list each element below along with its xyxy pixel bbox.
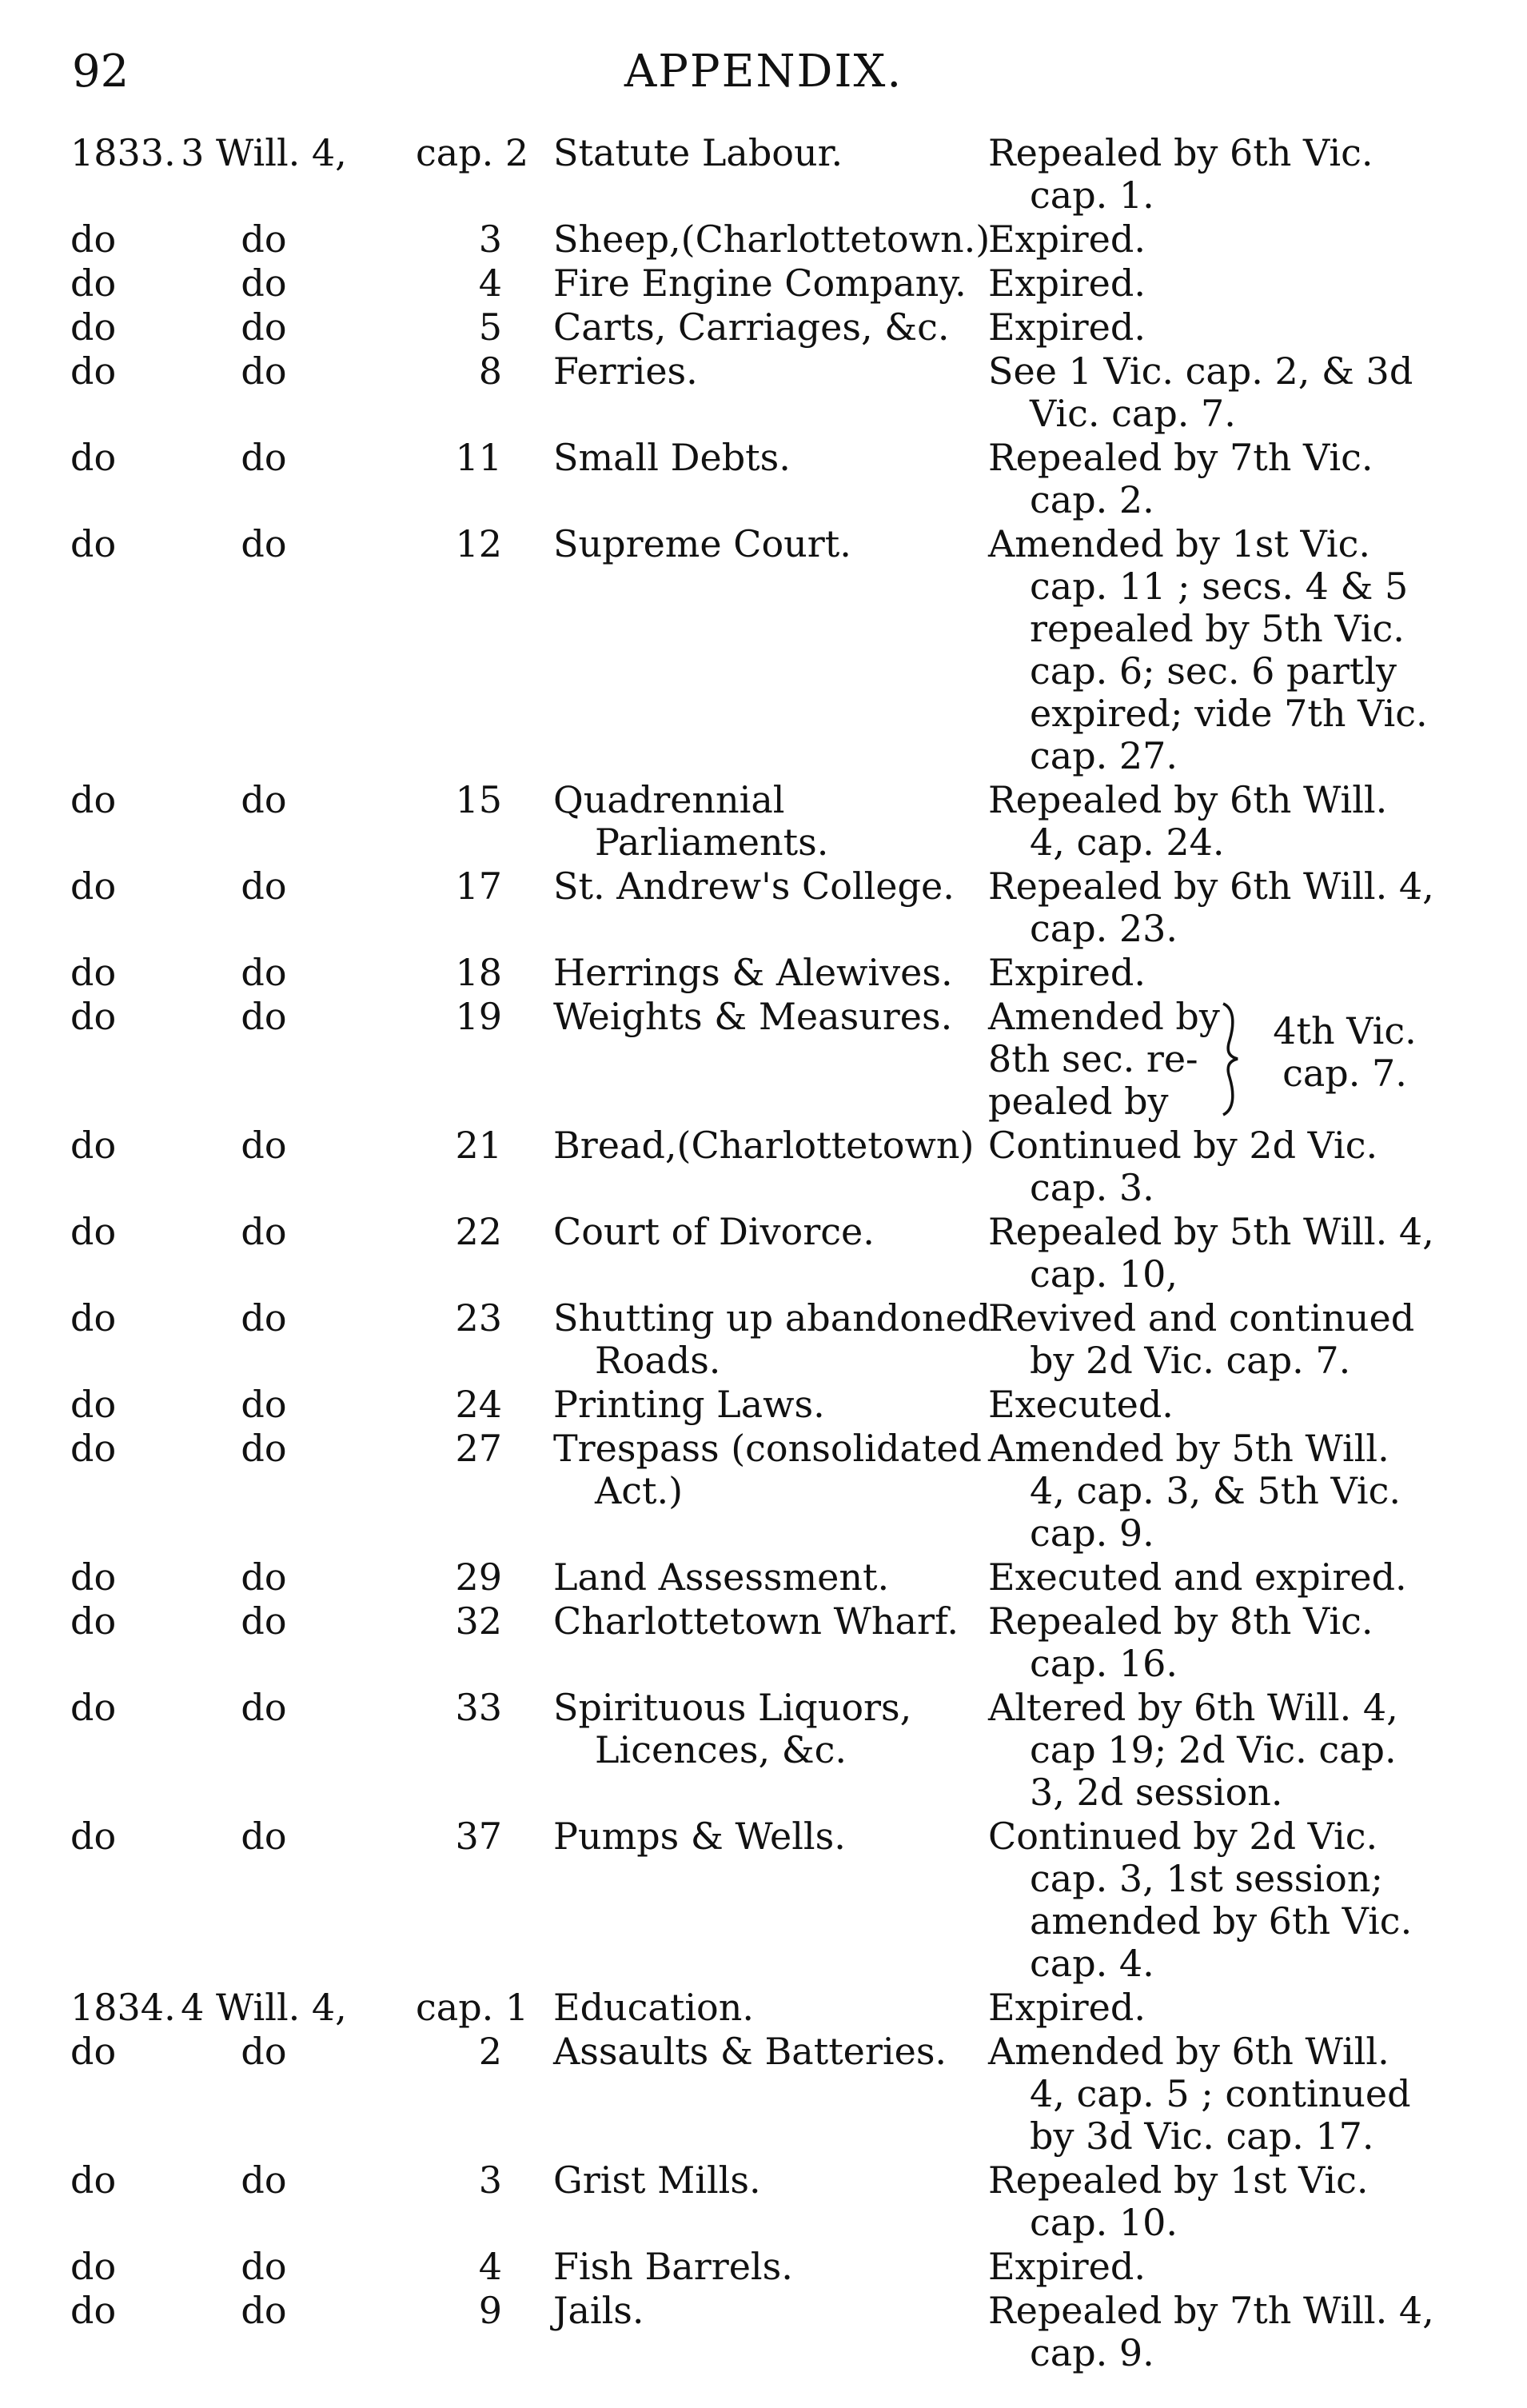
entry-note-line: cap. 6; sec. 6 partly [1030,649,1397,693]
entry-title [553,1600,1001,1643]
entry-note-line: repealed by 5th Vic. [1030,607,1405,650]
entry-reign: do [241,865,287,908]
entry-note-line: Vic. cap. 7. [1030,392,1236,435]
entry-chapter: 2 [478,2030,502,2073]
entry-note-line: cap. 10, [1030,1252,1178,1296]
entry-note-line: Executed and expired. [988,1555,1407,1599]
statute-entry [0,779,1527,865]
entry-note-line: cap. 7. [1282,1052,1407,1095]
entry-chapter: 21 [455,1124,502,1167]
statute-entry [0,2031,1527,2159]
entry-chapter: 27 [455,1427,502,1470]
entry-note-line: Expired. [988,1986,1146,2029]
entry-title-line: Fish Barrels. [553,2245,793,2288]
entry-note-line: See 1 Vic. cap. 2, & 3d [988,349,1413,393]
entry-year: do [70,2158,117,2202]
entry-chapter: 15 [455,778,502,821]
entry-title [553,996,1001,1038]
entry-reign: do [241,218,287,261]
entry-note-line: Repealed by 6th Vic. [988,131,1374,174]
entry-title [553,1297,1001,1382]
entry-note-line: cap. 10. [1030,2201,1178,2244]
entry-year: do [70,1815,117,1858]
entry-title [553,306,1001,349]
entry-year: do [70,1599,117,1643]
entry-chapter: 3 [478,218,502,261]
entry-reign: do [241,1599,287,1643]
entry-reign: do [241,1427,287,1470]
entry-title-line: Education. [553,1986,754,2029]
entry-status-note [988,306,1436,349]
entry-chapter: 37 [455,1815,502,1858]
entry-year: do [70,951,117,994]
entry-note-line: Repealed by 6th Will. 4, [988,865,1434,908]
entry-year: do [70,1124,117,1167]
statute-entry [0,952,1527,996]
entry-note-line: by 2d Vic. cap. 7. [1030,1339,1351,1382]
statute-table [0,132,1527,2376]
entry-status-note [988,1600,1436,1685]
entry-title-line: Weights & Measures. [553,995,953,1038]
statute-entry [0,1428,1527,1556]
statute-entry [0,132,1527,218]
entry-note-line: cap. 23. [1030,907,1178,950]
entry-reign: 4 Will. 4, [181,1986,347,2029]
entry-title [553,2031,1001,2073]
entry-note-line: Expired. [988,951,1146,994]
brace-note-right [1257,1010,1433,1095]
entry-title-line: Shutting up abandoned [553,1296,991,1340]
entry-note-line: expired; vide 7th Vic. [1030,692,1428,735]
entry-note-line: Amended by 5th Will. [988,1427,1389,1470]
entry-title-line: Quadrennial [553,778,785,821]
statute-entry [0,218,1527,262]
entry-reign: do [241,2158,287,2202]
entry-note-line: 3, 2d session. [1030,1771,1283,1814]
entry-title-line: Charlottetown Wharf. [553,1599,959,1643]
statute-entry [0,1384,1527,1428]
entry-note-line: cap. 3. [1030,1166,1154,1209]
entry-note-line: Amended by 1st Vic. [988,522,1370,565]
entry-title-line: Roads. [595,1339,721,1382]
entry-chapter: 32 [455,1599,502,1643]
entry-reign: do [241,262,287,305]
entry-title [553,2246,1001,2288]
entry-title [553,779,1001,864]
entry-title [553,1687,1001,1771]
entry-note-line: cap. 1. [1030,174,1154,217]
entry-reign: do [241,2245,287,2288]
statute-entry [0,2290,1527,2376]
entry-note-line: Executed. [988,1383,1174,1426]
entry-status-note [988,1687,1436,1814]
entry-note-line: Repealed by 7th Vic. [988,436,1374,479]
entry-status-note [988,1987,1436,2029]
entry-note-line: 4th Vic. [1273,1009,1417,1052]
entry-chapter: 17 [455,865,502,908]
entry-reign: do [241,1210,287,1253]
entry-status-note [988,2159,1436,2244]
entry-reign: do [241,522,287,565]
entry-status-note [988,865,1436,950]
entry-chapter: 18 [455,951,502,994]
entry-reign: do [241,951,287,994]
entry-chapter: 12 [455,522,502,565]
entry-title-line: Printing Laws. [553,1383,825,1426]
entry-year: do [70,778,117,821]
entry-status-note [988,132,1436,217]
entry-year: do [70,305,117,349]
statute-entry [0,1987,1527,2031]
entry-reign: do [241,1815,287,1858]
entry-note-line: cap. 27. [1030,734,1178,777]
entry-note-line: Continued by 2d Vic. [988,1124,1378,1167]
statute-entry [0,2246,1527,2290]
entry-reign: do [241,1555,287,1599]
entry-year: do [70,1555,117,1599]
entry-year: do [70,218,117,261]
entry-status-note [988,1556,1436,1599]
entry-note-line: Repealed by 6th Will. [988,778,1388,821]
entry-chapter: 4 [478,262,502,305]
page-header [0,36,1527,108]
entry-note-line: amended by 6th Vic. [1030,1899,1413,1943]
entry-title-line: Trespass (consolidated [553,1427,982,1470]
statute-entry [0,350,1527,437]
entry-year: do [70,865,117,908]
entry-chapter: 9 [478,2289,502,2332]
entry-title [553,1384,1001,1426]
entry-note-line: Altered by 6th Will. 4, [988,1686,1398,1729]
entry-status-note [988,996,1436,1123]
statute-entry [0,1687,1527,1815]
entry-note-line: cap 19; 2d Vic. cap. [1030,1728,1397,1771]
entry-title-line: Spirituous Liquors, [553,1686,912,1729]
entry-note-line: Repealed by 7th Will. 4, [988,2289,1434,2332]
entry-year: do [70,349,117,393]
entry-note-line: Repealed by 8th Vic. [988,1599,1374,1643]
entry-reign: do [241,2289,287,2332]
curly-brace-icon [1218,1000,1242,1118]
entry-title [553,1987,1001,2029]
entry-reign: 3 Will. 4, [181,131,347,174]
entry-reign: do [241,2030,287,2073]
entry-title-line: Assaults & Batteries. [553,2030,947,2073]
entry-note-line: cap. 3, 1st session; [1030,1857,1383,1900]
entry-status-note [988,2031,1436,2158]
entry-chapter: 24 [455,1383,502,1426]
statute-entry [0,2159,1527,2246]
entry-title [553,262,1001,305]
entry-reign: do [241,1686,287,1729]
statute-entry [0,1297,1527,1384]
entry-year: do [70,995,117,1038]
entry-year: do [70,1686,117,1729]
entry-title-line: Act.) [595,1469,684,1512]
entry-note-line: Expired. [988,218,1146,261]
statute-entry [0,1211,1527,1297]
entry-note-line: 4, cap. 3, & 5th Vic. [1030,1469,1401,1512]
entry-note-line: cap. 2. [1030,478,1154,521]
entry-note-line: by 3d Vic. cap. 17. [1030,2114,1374,2158]
entry-reign: do [241,1124,287,1167]
statute-entry [0,1600,1527,1687]
entry-title [553,1428,1001,1512]
page-title: APPENDIX. [624,46,903,98]
entry-status-note [988,1297,1436,1382]
entry-reign: do [241,305,287,349]
entry-title-line: Fire Engine Company. [553,262,967,305]
entry-status-note [988,2290,1436,2374]
entry-title [553,218,1001,261]
entry-note-line: Expired. [988,305,1146,349]
entry-year: do [70,1383,117,1426]
entry-chapter: 22 [455,1210,502,1253]
entry-title [553,523,1001,565]
page-number: 92 [72,46,130,98]
entry-note-line: Continued by 2d Vic. [988,1815,1378,1858]
entry-status-note [988,1384,1436,1426]
entry-note-line: 8th sec. re- [988,1037,1198,1080]
entry-title-line: Licences, &c. [595,1728,847,1771]
entry-title-line: Supreme Court. [553,522,851,565]
entry-year: do [70,2030,117,2073]
entry-title [553,1556,1001,1599]
entry-title [553,2290,1001,2332]
entry-status-note [988,218,1436,261]
entry-year: do [70,2289,117,2332]
entry-title [553,2159,1001,2202]
entry-note-line: pealed by [988,1080,1169,1123]
entry-status-note [988,1428,1436,1555]
entry-chapter: cap. 2 [416,131,529,174]
entry-chapter: 23 [455,1296,502,1340]
entry-year: 1834. [70,1986,176,2029]
entry-status-note [988,779,1436,864]
entry-title-line: Statute Labour. [553,131,843,174]
entry-status-note [988,952,1436,994]
entry-title [553,132,1001,174]
entry-title-line: Jails. [553,2289,644,2332]
entry-title [553,865,1001,908]
brace-note-left [988,996,1220,1123]
entry-note-line: Amended by [988,995,1220,1038]
entry-year: do [70,2245,117,2288]
entry-title-line: Sheep,(Charlottetown.) [553,218,991,261]
entry-status-note [988,1211,1436,1296]
entry-note-line: cap. 9. [1030,2331,1154,2374]
entry-note-line: 4, cap. 24. [1030,821,1225,864]
entry-note-line: Repealed by 1st Vic. [988,2158,1369,2202]
entry-reign: do [241,436,287,479]
statute-entry [0,996,1527,1124]
entry-reign: do [241,1296,287,1340]
entry-title [553,437,1001,479]
entry-status-note [988,350,1436,435]
entry-reign: do [241,349,287,393]
entry-chapter: 4 [478,2245,502,2288]
entry-chapter: 29 [455,1555,502,1599]
entry-note-line: Revived and continued [988,1296,1415,1340]
entry-year: do [70,1427,117,1470]
entry-year: 1833. [70,131,176,174]
entry-status-note [988,437,1436,521]
entry-note-line: cap. 4. [1030,1942,1154,1985]
entry-reign: do [241,778,287,821]
entry-title-line: Grist Mills. [553,2158,761,2202]
entry-title [553,350,1001,393]
entry-status-note [988,2246,1436,2288]
entry-title-line: Court of Divorce. [553,1210,875,1253]
entry-status-note [988,1124,1436,1209]
entry-note-line: Expired. [988,2245,1146,2288]
entry-title-line: Carts, Carriages, &c. [553,305,950,349]
entry-chapter: 3 [478,2158,502,2202]
entry-chapter: 19 [455,995,502,1038]
statute-entry [0,523,1527,779]
entry-note-line: 4, cap. 5 ; continued [1030,2072,1411,2115]
entry-title [553,1815,1001,1858]
entry-note-line: cap. 11 ; secs. 4 & 5 [1030,565,1409,608]
entry-year: do [70,436,117,479]
entry-title [553,1124,1001,1167]
statute-entry [0,437,1527,523]
entry-note-line: cap. 9. [1030,1511,1154,1555]
entry-year: do [70,1210,117,1253]
entry-year: do [70,522,117,565]
entry-note-line: Amended by 6th Will. [988,2030,1389,2073]
entry-title-line: Parliaments. [595,821,829,864]
entry-reign: do [241,995,287,1038]
entry-year: do [70,1296,117,1340]
entry-status-note [988,262,1436,305]
entry-chapter: cap. 1 [416,1986,529,2029]
entry-title [553,952,1001,994]
statute-entry [0,306,1527,350]
entry-title-line: Herrings & Alewives. [553,951,953,994]
entry-status-note [988,523,1436,777]
entry-note-line: Expired. [988,262,1146,305]
statute-entry [0,262,1527,306]
entry-title [553,1211,1001,1253]
entry-chapter: 8 [478,349,502,393]
entry-note-line: cap. 16. [1030,1642,1178,1685]
statute-entry [0,865,1527,952]
entry-note-line: Repealed by 5th Will. 4, [988,1210,1434,1253]
entry-title-line: St. Andrew's College. [553,865,955,908]
entry-year: do [70,262,117,305]
entry-title-line: Ferries. [553,349,698,393]
entry-title-line: Small Debts. [553,436,791,479]
entry-title-line: Land Assessment. [553,1555,890,1599]
statute-entry [0,1815,1527,1987]
entry-chapter: 33 [455,1686,502,1729]
entry-status-note [988,1815,1436,1985]
statute-entry [0,1124,1527,1211]
entry-title-line: Bread,(Charlottetown) [553,1124,975,1167]
statute-entry [0,1556,1527,1600]
entry-title-line: Pumps & Wells. [553,1815,846,1858]
entry-reign: do [241,1383,287,1426]
entry-chapter: 11 [455,436,502,479]
entry-chapter: 5 [478,305,502,349]
